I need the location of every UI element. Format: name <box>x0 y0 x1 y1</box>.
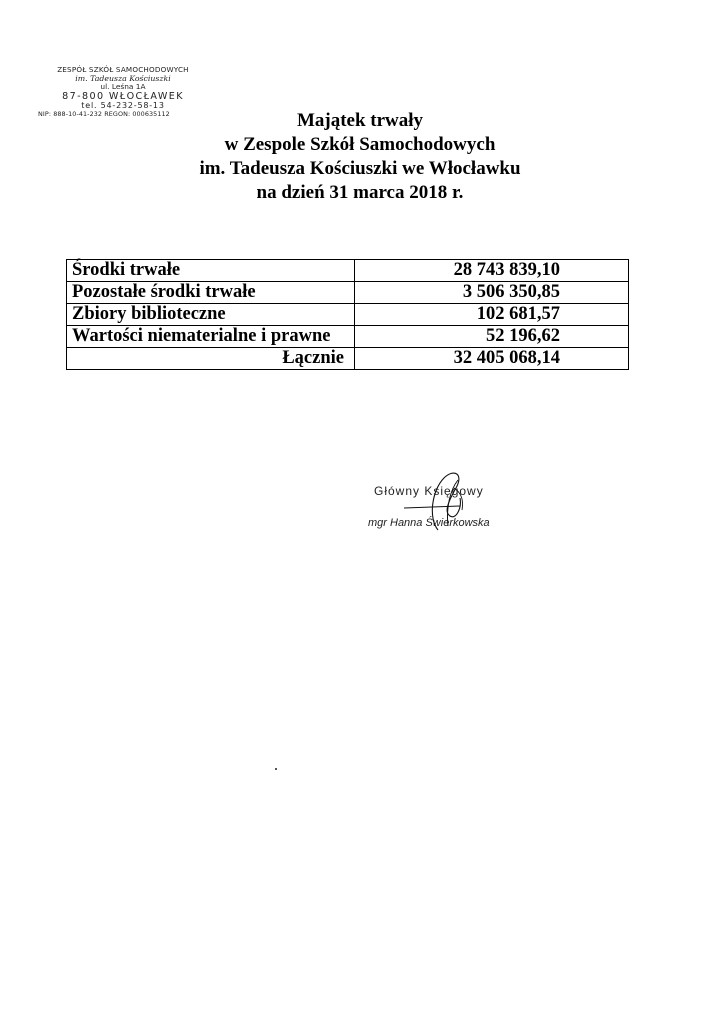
row-value: 28 743 839,10 <box>355 260 629 282</box>
row-label: Wartości niematerialne i prawne <box>67 326 355 348</box>
stamp-street: ul. Leśna 1A <box>100 82 146 92</box>
row-label: Środki trwałe <box>67 260 355 282</box>
handwritten-signature-icon <box>398 468 488 538</box>
signature-block <box>368 478 528 538</box>
total-value: 32 405 068,14 <box>355 348 629 370</box>
table-row <box>67 326 629 348</box>
table-row <box>67 282 629 304</box>
title-line-3: im. Tadeusza Kościuszki we Włocławku <box>199 158 521 179</box>
row-value: 102 681,57 <box>355 304 629 326</box>
title-line-1: Majątek trwały <box>296 110 424 131</box>
total-label: Łącznie <box>67 348 355 370</box>
stamp-nip-regon: NIP: 888-10-41-232 REGON: 000635112 <box>38 110 170 119</box>
scan-speck <box>275 768 277 770</box>
stamp-city: 87-800 WŁOCŁAWEK <box>62 90 184 102</box>
row-value: 52 196,62 <box>355 326 629 348</box>
table-row <box>67 304 629 326</box>
row-label: Pozostałe środki trwałe <box>67 282 355 304</box>
signature-title: Główny Księgowy <box>374 484 484 498</box>
stamp-patron: im. Tadeusza Kościuszki <box>75 73 171 83</box>
assets-table <box>66 259 629 370</box>
row-label: Zbiory biblioteczne <box>67 304 355 326</box>
stamp-phone: tel. 54-232-58-13 <box>81 100 165 110</box>
table-row <box>67 260 629 282</box>
title-line-4: na dzień 31 marca 2018 r. <box>256 182 464 203</box>
stamp-school-name: ZESPÓŁ SZKÓŁ SAMOCHODOWYCH <box>57 65 189 74</box>
signature-name: mgr Hanna Świerkowska <box>368 517 490 529</box>
document-title <box>140 109 580 205</box>
row-value: 3 506 350,85 <box>355 282 629 304</box>
total-row <box>67 348 629 370</box>
title-line-2: w Zespole Szkół Samochodowych <box>224 134 496 155</box>
